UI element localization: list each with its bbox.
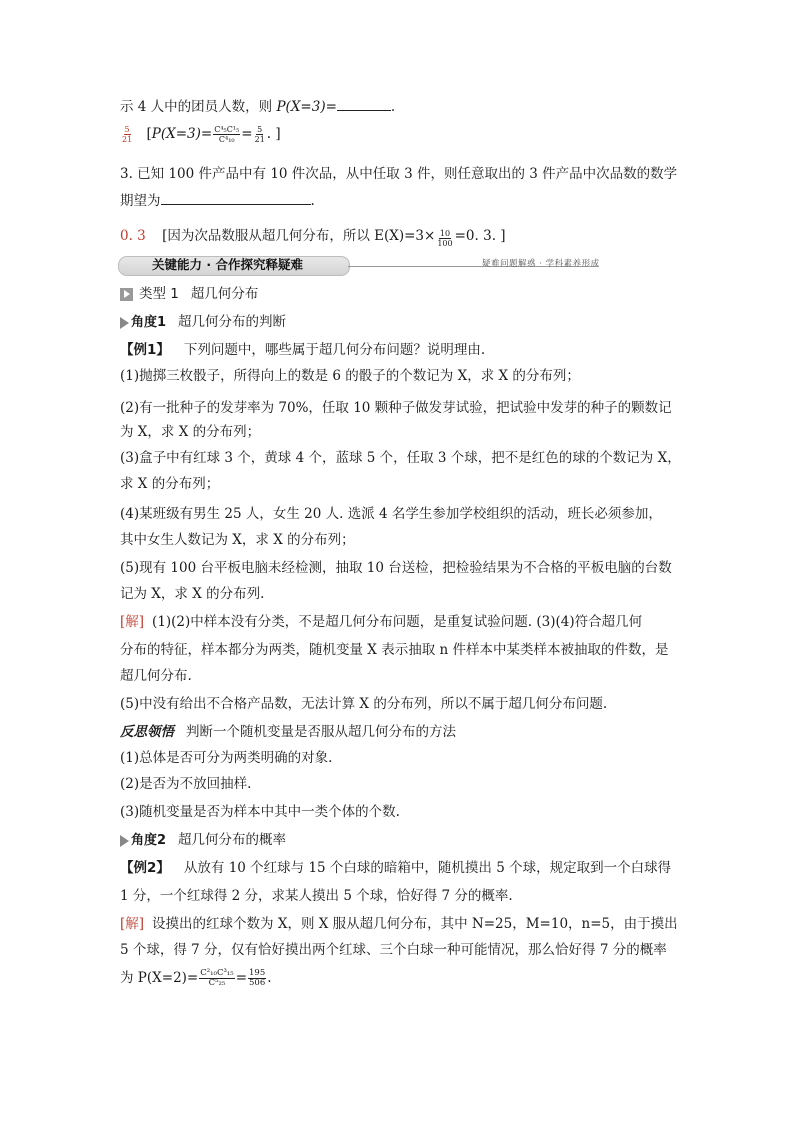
section-subtitle: 疑难问题解惑 · 学科素养形成	[482, 259, 600, 269]
type-heading	[120, 284, 258, 304]
solution2-end: .	[267, 970, 272, 986]
equals-sign: =	[235, 970, 247, 986]
solution1-line	[120, 612, 642, 632]
reflection-item: (1)总体是否可分为两类明确的对象.	[120, 750, 333, 766]
example1-item: 其中女生人数记为 X，求 X 的分布列；	[120, 532, 355, 548]
angle1-heading	[120, 312, 286, 333]
angle2-heading	[120, 830, 286, 851]
example1-item: 记为 X，求 X 的分布列.	[120, 586, 265, 602]
solution1-line: 超几何分布.	[120, 668, 192, 684]
example2-line-1: 从放有 10 个红球与 15 个白球的暗箱中，随机摸出 5 个球，规定取到一个白球得	[183, 860, 672, 876]
reflection-item: (2)是否为不放回抽样.	[120, 776, 252, 792]
example1-item: (3)盒子中有红球 3 个，黄球 4 个，蓝球 5 个，任取 3 个球，把不是红色的球的个数记为 X，	[120, 450, 681, 466]
solution-tag: [解]	[120, 614, 145, 630]
example1-item: 为 X，求 X 的分布列；	[120, 424, 261, 440]
q2-line	[120, 96, 395, 117]
q2-expression: P(X=3)=	[276, 99, 337, 115]
q2-answer-value: $\frac{5}{21}$	[122, 125, 133, 144]
q3-answer-value: 0. 3	[120, 228, 146, 244]
play-icon	[120, 288, 133, 301]
q2-end: .	[390, 99, 396, 115]
q3-line-2	[120, 190, 315, 211]
solution2-expression: 为 P(X=2)=	[120, 970, 199, 986]
section-title: 关键能力 · 合作探究释疑难	[152, 257, 303, 272]
example2-tag: 【例2】	[120, 860, 170, 876]
example1-stem	[120, 340, 485, 360]
solution2-fraction-result: $\frac{195}{506}$	[249, 968, 266, 988]
section-header	[118, 254, 678, 276]
bracket-close: . ]	[266, 126, 281, 142]
example1-question: 下列问题中，哪些属于超几何分布问题？说明理由.	[183, 342, 486, 358]
example2-line-2: 1 分，一个红球得 2 分，求某人摸出 5 个球，恰好得 7 分的概率.	[120, 888, 513, 904]
angle1-title: 超几何分布的判断	[178, 314, 287, 330]
q2-answer-expression: P(X=3)=	[151, 126, 213, 142]
triangle-icon	[120, 835, 129, 847]
reflection-title: 判断一个随机变量是否服从超几何分布的方法	[186, 724, 456, 740]
angle2-label: 角度2	[131, 833, 167, 848]
type-label: 类型 1	[139, 286, 179, 302]
q3-line-2-text: 期望为	[120, 193, 161, 209]
answer-blank	[161, 190, 311, 205]
example1-item: 求 X 的分布列；	[120, 476, 220, 492]
solution1-text: (1)(2)中样本没有分类，不是超几何分布问题，是重复试验问题. (3)(4)符合超几何	[152, 614, 643, 630]
q2-answer	[120, 124, 281, 144]
solution2-line: 5 个球，得 7 分，仅有恰好摸出两个红球、三个白球一种可能情况，那么恰好得 7 分的概率	[120, 942, 667, 958]
bracket-open: [	[146, 126, 152, 142]
solution1-line: 分布的特征，样本都分为两类，随机变量 X 表示抽取 n 件样本中某类样本被抽取的件数，是	[120, 642, 669, 658]
q2-answer-fraction-combination: $\frac{\text{C⁴₅C¹₅}}{\text{C⁴₁₀}}$	[214, 125, 240, 144]
example1-item: (4)某班级有男生 25 人，女生 20 人. 选派 4 名学生参加学校组织的活动，班长必须参加，	[120, 506, 662, 522]
q3-answer-text: [因为次品数服从超几何分布，所以 E(X)=3×	[162, 228, 436, 244]
equals-sign: =	[241, 126, 253, 142]
q3-line-1: 3. 已知 100 件产品中有 10 件次品，从中任取 3 件，则任意取出的 3 件产品中次品数的数学	[120, 166, 678, 182]
example1-tag: 【例1】	[120, 342, 170, 358]
reflection-item: (3)随机变量是否为样本中其中一类个体的个数.	[120, 804, 400, 820]
example1-item: (2)有一批种子的发芽率为 70%，任取 10 颗种子做发芽试验，把试验中发芽的种子的颗数记	[120, 400, 672, 416]
angle2-title: 超几何分布的概率	[178, 832, 287, 848]
reflection-heading	[120, 722, 456, 742]
q3-end: .	[310, 193, 315, 209]
solution2-text: 设摸出的红球个数为 X，则 X 服从超几何分布，其中 N=25，M=10，n=5，由于摸出	[152, 916, 678, 932]
example1-item: (1)抛掷三枚骰子，所得向上的数是 6 的骰子的个数记为 X，求 X 的分布列；	[120, 368, 580, 384]
type-title: 超几何分布	[190, 286, 259, 302]
q2-answer-fraction-result: $\frac{5}{21}$	[254, 125, 265, 144]
example2-stem	[120, 858, 671, 878]
answer-blank	[337, 96, 391, 111]
q2-text: 示 4 人中的团员人数，则	[120, 99, 277, 115]
solution-tag: [解]	[120, 916, 145, 932]
solution2-fraction-combination: $\frac{\text{C²₁₀C³₁₅}}{\text{C⁵₂₅}}$	[200, 968, 234, 988]
q3-answer-fraction: $\frac{10}{100}$	[437, 229, 453, 248]
solution1-line: (5)中没有给出不合格产品数，无法计算 X 的分布列，所以不属于超几何分布问题.	[120, 696, 608, 712]
reflection-tag: 反思领悟	[120, 724, 174, 740]
q3-answer	[120, 226, 506, 248]
q3-answer-tail: =0. 3. ]	[454, 228, 506, 244]
triangle-icon	[120, 317, 129, 329]
angle1-label: 角度1	[131, 315, 167, 330]
solution2-line	[120, 914, 678, 934]
solution2-line	[120, 968, 272, 988]
example1-item: (5)现有 100 台平板电脑未经检测，抽取 10 台送检，把检验结果为不合格的平板电脑的台数	[120, 560, 672, 576]
